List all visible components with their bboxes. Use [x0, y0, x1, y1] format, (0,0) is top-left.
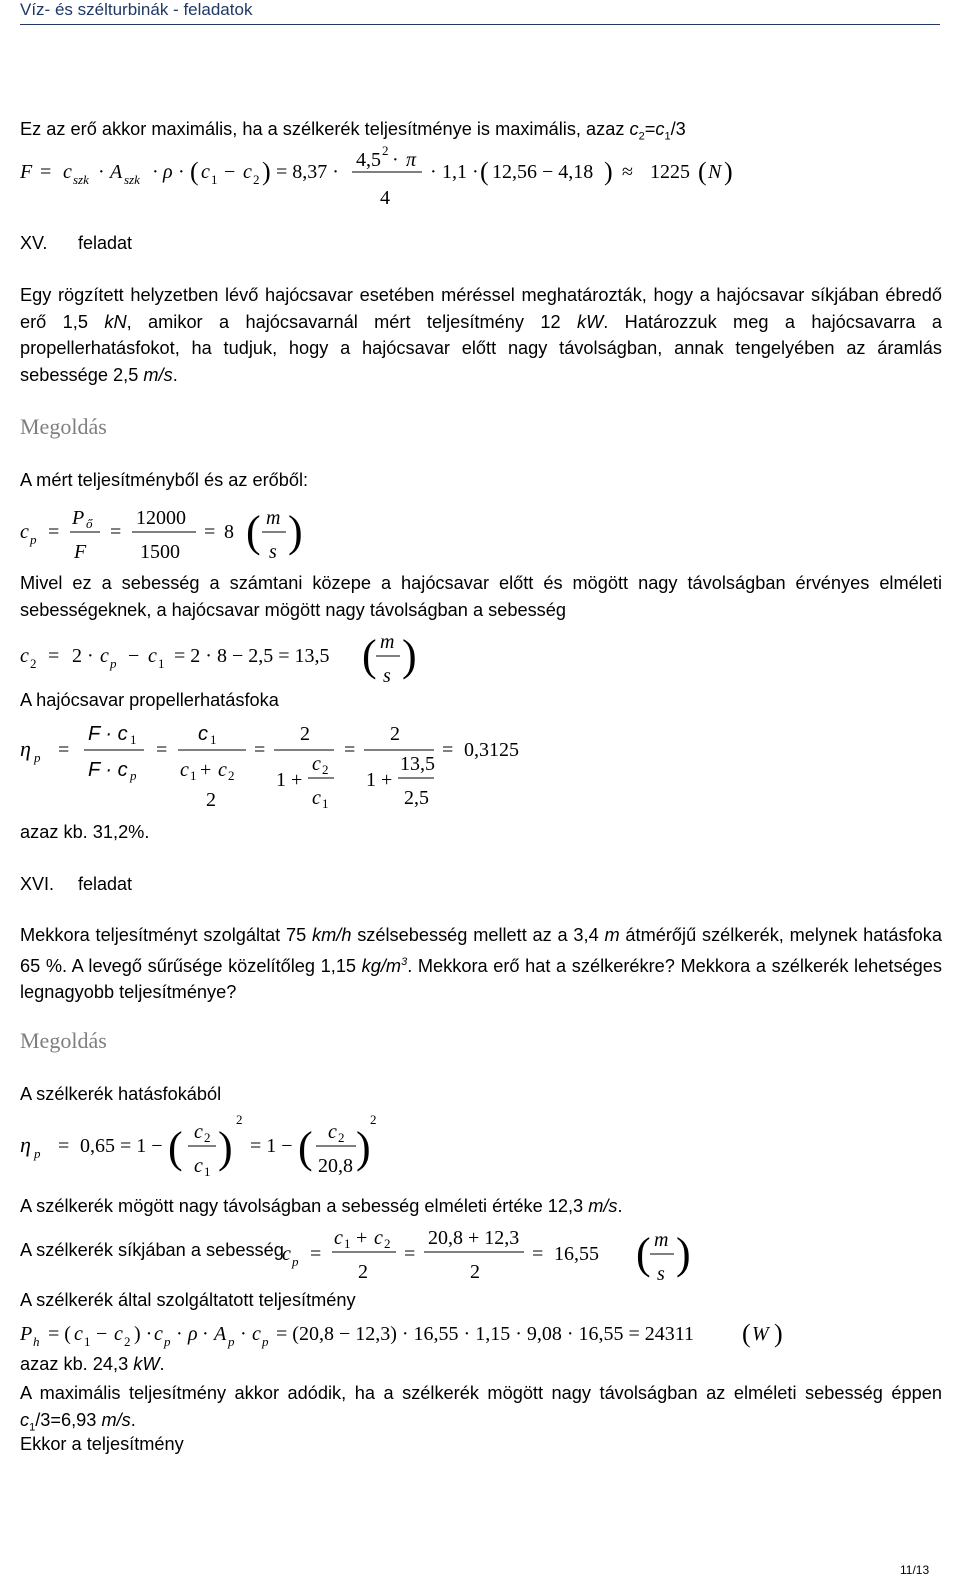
svg-text:1: 1	[84, 1334, 91, 1349]
task16-text: Mekkora teljesítményt szolgáltat 75 km/h szélsebesség mellett az a 3,4 m átmérőjű szélkerék, melynek hatásfoka 65 %. A levegő sűrűsége közelítőleg 1,15 $kg/m^3$. Mekkora erő hat a szélkerékre? Mekkora a szélkerék lehetséges legnagyobb teljesítménye?	[20, 925, 943, 1003]
svg-text:=: =	[156, 739, 168, 761]
svg-text:2: 2	[384, 1236, 391, 1251]
header-divider	[20, 24, 940, 25]
svg-text:·: ·	[152, 161, 159, 183]
svg-text:2: 2	[382, 143, 389, 158]
task15-solution-line1: A mért teljesítményből és az erőből:	[20, 470, 309, 490]
svg-text:=: =	[110, 521, 122, 543]
svg-text:F · c: F · c	[88, 759, 128, 781]
svg-text:2: 2	[338, 1130, 345, 1145]
task16-solution-line5: azaz kb. 24,3 kW.	[20, 1354, 165, 1374]
c2-equation	[18, 620, 418, 690]
cp-equation	[18, 496, 318, 566]
svg-text:2 ·: 2 ·	[72, 645, 94, 667]
svg-text:·: ·	[178, 161, 185, 183]
svg-text:2: 2	[253, 172, 260, 187]
svg-text:h: h	[33, 1334, 40, 1349]
svg-text:p: p	[164, 1334, 171, 1349]
svg-text:−: −	[224, 161, 236, 183]
svg-text:c: c	[282, 1243, 291, 1265]
task16-solution-line6: A maximális teljesítmény akkor adódik, ha a szélkerék mögött nagy távolságban az elméleti sebesség éppen $c_1/3=6,93$ m/s.	[20, 1383, 942, 1434]
svg-text:c: c	[63, 161, 72, 183]
svg-text:): )	[676, 1229, 691, 1278]
svg-text:): )	[356, 1123, 371, 1172]
svg-text:12,56 − 4,18: 12,56 − 4,18	[492, 161, 594, 183]
svg-text:A: A	[214, 1323, 227, 1345]
svg-text:): )	[402, 631, 417, 680]
svg-text:s: s	[383, 665, 391, 687]
svg-text:1,1 ·: 1,1 ·	[442, 161, 479, 183]
svg-text:c: c	[243, 161, 252, 183]
svg-text:W: W	[752, 1323, 769, 1345]
svg-text:1: 1	[344, 1236, 351, 1251]
eta16-denominator: 20,8	[318, 1155, 353, 1177]
svg-text:p: p	[34, 1146, 41, 1161]
svg-text:1: 1	[158, 656, 165, 671]
svg-text:·: ·	[176, 1323, 183, 1345]
svg-text:1 +: 1 +	[366, 769, 393, 791]
svg-text:c: c	[100, 645, 109, 667]
svg-text:c: c	[312, 753, 321, 775]
task16-number: XVI.	[20, 874, 55, 894]
task16-title: feladat	[78, 874, 133, 894]
svg-text:= 1 −: = 1 −	[120, 1135, 163, 1157]
svg-text:+: +	[200, 759, 212, 781]
svg-text:c: c	[194, 1155, 203, 1177]
svg-text:F: F	[74, 541, 87, 563]
svg-text:≈: ≈	[622, 161, 633, 183]
svg-text:=: =	[40, 161, 52, 183]
svg-text:): )	[774, 1319, 783, 1348]
eta-den: 2,5	[404, 787, 429, 809]
cp16-equation	[280, 1218, 700, 1288]
cp16-numerator: 20,8 + 12,3	[428, 1227, 520, 1249]
svg-text:2: 2	[300, 723, 310, 745]
task16-solution-line2: A szélkerék mögött nagy távolságban a sebesség elméleti értéke 12,3 m/s.	[20, 1196, 623, 1216]
power-expression: = (20,8 − 12,3) · 16,55 · 1,15 · 9,08 · 16,55 = 24311	[276, 1323, 695, 1345]
svg-text:): )	[724, 157, 733, 186]
svg-text:A: A	[110, 161, 123, 183]
page-header-title: Víz- és szélturbinák - feladatok	[20, 0, 253, 19]
svg-text:1225: 1225	[650, 161, 690, 183]
svg-text:4: 4	[380, 187, 390, 209]
eta-result: 0,3125	[464, 739, 519, 761]
svg-text:c: c	[154, 1323, 163, 1345]
svg-text:c: c	[334, 1227, 343, 1249]
svg-text:1 +: 1 +	[276, 769, 303, 791]
svg-text:(: (	[246, 507, 261, 556]
svg-text:(: (	[742, 1319, 751, 1348]
svg-text:c: c	[20, 521, 29, 543]
svg-text:=: =	[48, 645, 60, 667]
svg-text:c: c	[374, 1227, 383, 1249]
svg-text:1: 1	[211, 172, 218, 187]
svg-text:= 1 −: = 1 −	[250, 1135, 293, 1157]
svg-text:c: c	[74, 1323, 83, 1345]
svg-text:ő: ő	[86, 516, 93, 531]
svg-text:1: 1	[322, 796, 329, 811]
svg-text:+: +	[356, 1227, 368, 1249]
svg-text:F · c: F · c	[88, 723, 128, 745]
svg-text:c: c	[312, 787, 321, 809]
svg-text:2: 2	[206, 789, 216, 811]
svg-text:(: (	[190, 157, 199, 186]
svg-text:szk: szk	[73, 172, 89, 187]
svg-text:): )	[288, 507, 303, 556]
svg-text:szk: szk	[124, 172, 140, 187]
svg-text:P: P	[72, 507, 85, 529]
svg-text:=: =	[532, 1243, 544, 1265]
svg-text:2: 2	[30, 656, 37, 671]
svg-text:2: 2	[322, 762, 329, 777]
svg-text:ρ: ρ	[163, 161, 173, 183]
task15-solution-line4: azaz kb. 31,2%.	[20, 822, 150, 842]
svg-text:−: −	[128, 645, 140, 667]
cp-numerator: 12000	[136, 507, 186, 529]
c2-expression: = 2 · 8 − 2,5 = 13,5	[174, 645, 330, 667]
svg-text:p: p	[130, 768, 137, 783]
task15-solution-label: Megoldás	[20, 414, 107, 439]
svg-text:2: 2	[370, 1112, 377, 1127]
svg-text:2: 2	[124, 1334, 131, 1349]
svg-text:·: ·	[202, 1323, 209, 1345]
svg-text:=: =	[404, 1243, 416, 1265]
svg-text:c: c	[328, 1121, 337, 1143]
svg-text:(: (	[168, 1123, 183, 1172]
cp16-result: 16,55	[554, 1243, 599, 1265]
svg-text:c: c	[218, 759, 227, 781]
svg-text:·: ·	[240, 1323, 247, 1345]
cp-result: 8	[224, 521, 234, 543]
svg-text:η: η	[20, 1132, 31, 1157]
svg-text:c: c	[198, 723, 208, 745]
svg-text:2: 2	[470, 1261, 480, 1283]
svg-text:s: s	[657, 1263, 665, 1285]
svg-text:=: =	[58, 1135, 70, 1157]
efficiency16-equation	[18, 1108, 378, 1188]
svg-text:): )	[218, 1123, 233, 1172]
svg-text:=: =	[204, 521, 216, 543]
svg-text:p: p	[110, 656, 117, 671]
task15-solution-line2: Mivel ez a sebesség a számtani közepe a hajócsavar előtt és mögött nagy távolságban érvényes elméleti sebességeknek, a hajócsavar mögött nagy távolságban a sebesség	[20, 573, 942, 620]
task16-solution-line4: A szélkerék által szolgáltatott teljesítmény	[20, 1290, 356, 1310]
task15-text: Egy rögzített helyzetben lévő hajócsavar esetében méréssel meghatározták, hogy a hajócsavar síkjában ébredő erő 1,5 kN, amikor a hajócsavarnál mért teljesítmény 12 kW. Határozzuk meg a hajócsavarra a propellerhatásfokot, ha tudjuk, hogy a hajócsavar előtt nagy távolságban, annak tengelyében az áramlás sebessége 2,5 m/s.	[20, 285, 942, 385]
task16-solution-line1: A szélkerék hatásfokából	[20, 1084, 222, 1104]
svg-text:P: P	[20, 1323, 33, 1345]
svg-text:(: (	[698, 157, 707, 186]
svg-text:−: −	[96, 1323, 108, 1345]
task16-solution-label: Megoldás	[20, 1028, 107, 1053]
svg-text:1: 1	[130, 732, 137, 747]
svg-text:c: c	[180, 759, 189, 781]
svg-text:=: =	[310, 1243, 322, 1265]
svg-text:): )	[262, 157, 271, 186]
svg-text:=: =	[48, 521, 60, 543]
svg-text:=: =	[254, 739, 266, 761]
svg-text:p: p	[292, 1254, 299, 1269]
svg-text:(: (	[636, 1229, 651, 1278]
svg-text:p: p	[34, 750, 41, 765]
svg-text:2: 2	[358, 1261, 368, 1283]
svg-text:p: p	[262, 1334, 269, 1349]
cp-denominator: 1500	[140, 541, 180, 563]
svg-text:c: c	[252, 1323, 261, 1345]
svg-text:2: 2	[390, 723, 400, 745]
svg-text:p: p	[228, 1334, 235, 1349]
svg-text:m: m	[266, 507, 281, 529]
svg-text:c: c	[114, 1323, 123, 1345]
svg-text:·: ·	[430, 161, 437, 183]
svg-text:1: 1	[210, 732, 217, 747]
svg-text:= (: = (	[48, 1323, 71, 1345]
svg-text:1: 1	[190, 768, 197, 783]
eta-num: 13,5	[400, 753, 435, 775]
svg-text:=: =	[344, 739, 356, 761]
svg-text:) ·: ) ·	[134, 1323, 153, 1345]
task16-solution-line7: Ekkor a teljesítmény	[20, 1434, 184, 1454]
svg-text:c: c	[201, 161, 210, 183]
svg-text:(: (	[298, 1123, 313, 1172]
power-equation	[18, 1310, 798, 1354]
max-force-paragraph: Ez az erő akkor maximális, ha a szélkerék teljesítménye is maximális, azaz $c_2=c_1/3$	[20, 119, 686, 143]
svg-text:c: c	[20, 645, 29, 667]
svg-text:= 8,37 ·: = 8,37 ·	[276, 161, 339, 183]
svg-text:ρ: ρ	[188, 1323, 198, 1345]
task16-solution-line3: A szélkerék síkjában a sebesség	[20, 1240, 284, 1260]
svg-text:m: m	[654, 1229, 669, 1251]
svg-text:p: p	[30, 532, 37, 547]
svg-text:F: F	[20, 161, 33, 183]
eta16-value: 0,65	[80, 1135, 115, 1157]
svg-text:=: =	[442, 739, 454, 761]
svg-text:c: c	[194, 1121, 203, 1143]
task15-number: XV.	[20, 233, 48, 253]
page-number: 11/13	[900, 1563, 930, 1577]
svg-text:c: c	[148, 645, 157, 667]
svg-text:=: =	[58, 739, 70, 761]
svg-text:π: π	[406, 149, 417, 171]
svg-text:): )	[604, 157, 613, 186]
svg-text:η: η	[20, 736, 31, 761]
svg-text:1: 1	[204, 1164, 211, 1179]
svg-text:2: 2	[204, 1130, 211, 1145]
svg-text:m: m	[380, 631, 395, 653]
svg-text:(: (	[480, 157, 489, 186]
task15-solution-line3: A hajócsavar propellerhatásfoka	[20, 690, 279, 710]
efficiency-equation	[18, 714, 538, 824]
svg-text:N: N	[708, 161, 722, 183]
svg-text:·: ·	[98, 161, 105, 183]
task15-title: feladat	[78, 233, 133, 253]
svg-text:(: (	[362, 631, 377, 680]
svg-text:·: ·	[392, 149, 399, 171]
svg-text:s: s	[269, 541, 277, 563]
svg-text:2: 2	[236, 1112, 243, 1127]
force-equation	[18, 142, 738, 212]
svg-text:4,5: 4,5	[356, 149, 381, 171]
svg-text:2: 2	[228, 768, 235, 783]
